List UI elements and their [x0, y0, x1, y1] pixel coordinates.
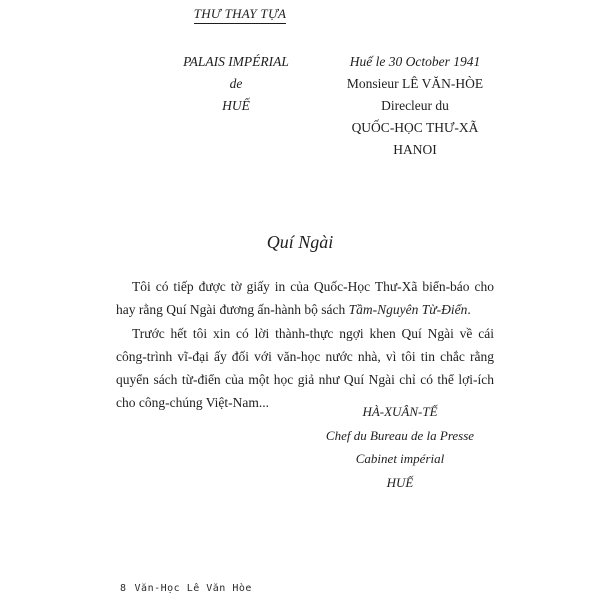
page-number: 8: [120, 583, 127, 594]
sender-line-1: PALAIS IMPÉRIAL: [183, 54, 289, 69]
signatory-role: Chef du Bureau de la Presse: [325, 427, 475, 443]
recipient-title: Direcleur du: [381, 98, 449, 113]
letter-date: Huế le 30 October 1941: [349, 54, 481, 69]
running-head: [160, 6, 320, 24]
recipient-name: Monsieur LÊ VĂN-HÒE: [346, 76, 484, 91]
body-paragraph-1-text: Tôi có tiếp được tờ giấy in của Quốc-Học Thư-Xã biển-báo cho hay rằng Quí Ngài đương ấn-hành bộ sách: [116, 279, 494, 318]
book-title: Tầm-Nguyên Từ-Điển: [348, 302, 468, 318]
salutation: Quí Ngài: [266, 232, 334, 252]
recipient-organization: QUỐC-HỌC THƯ-XÃ: [351, 120, 479, 135]
recipient-address-block: [330, 51, 500, 161]
recipient-city: HANOI: [393, 142, 437, 157]
running-head-title: THƯ THAY TỰA: [194, 6, 287, 24]
sender-line-3: HUẾ: [222, 98, 250, 113]
signature-block: [300, 400, 500, 494]
signatory-name: HÀ-XUÂN-TẾ: [362, 404, 438, 419]
body-paragraph-1: [116, 275, 494, 322]
letter-body: [116, 275, 494, 415]
sender-address-block: [160, 51, 312, 117]
body-paragraph-2: Trước hết tôi xin có lời thành-thực ngợi khen Quí Ngài về cái công-trình vĩ-đại ấy đối với văn-học nước nhà, vì tôi tin chắc rằng quyển sách từ-điển của một học giả như Quí Ngài chỉ có thể lợi-ích cho công-chúng Việt-Nam...: [116, 325, 494, 411]
signatory-place: HUẾ: [386, 474, 414, 490]
page-footer: [120, 583, 252, 594]
book-footer-title: Văn-Học Lê Văn Hòe: [134, 583, 252, 594]
sender-line-2: de: [229, 76, 243, 91]
body-paragraph-1-end: .: [467, 302, 471, 318]
signatory-office: Cabinet impérial: [355, 451, 445, 466]
